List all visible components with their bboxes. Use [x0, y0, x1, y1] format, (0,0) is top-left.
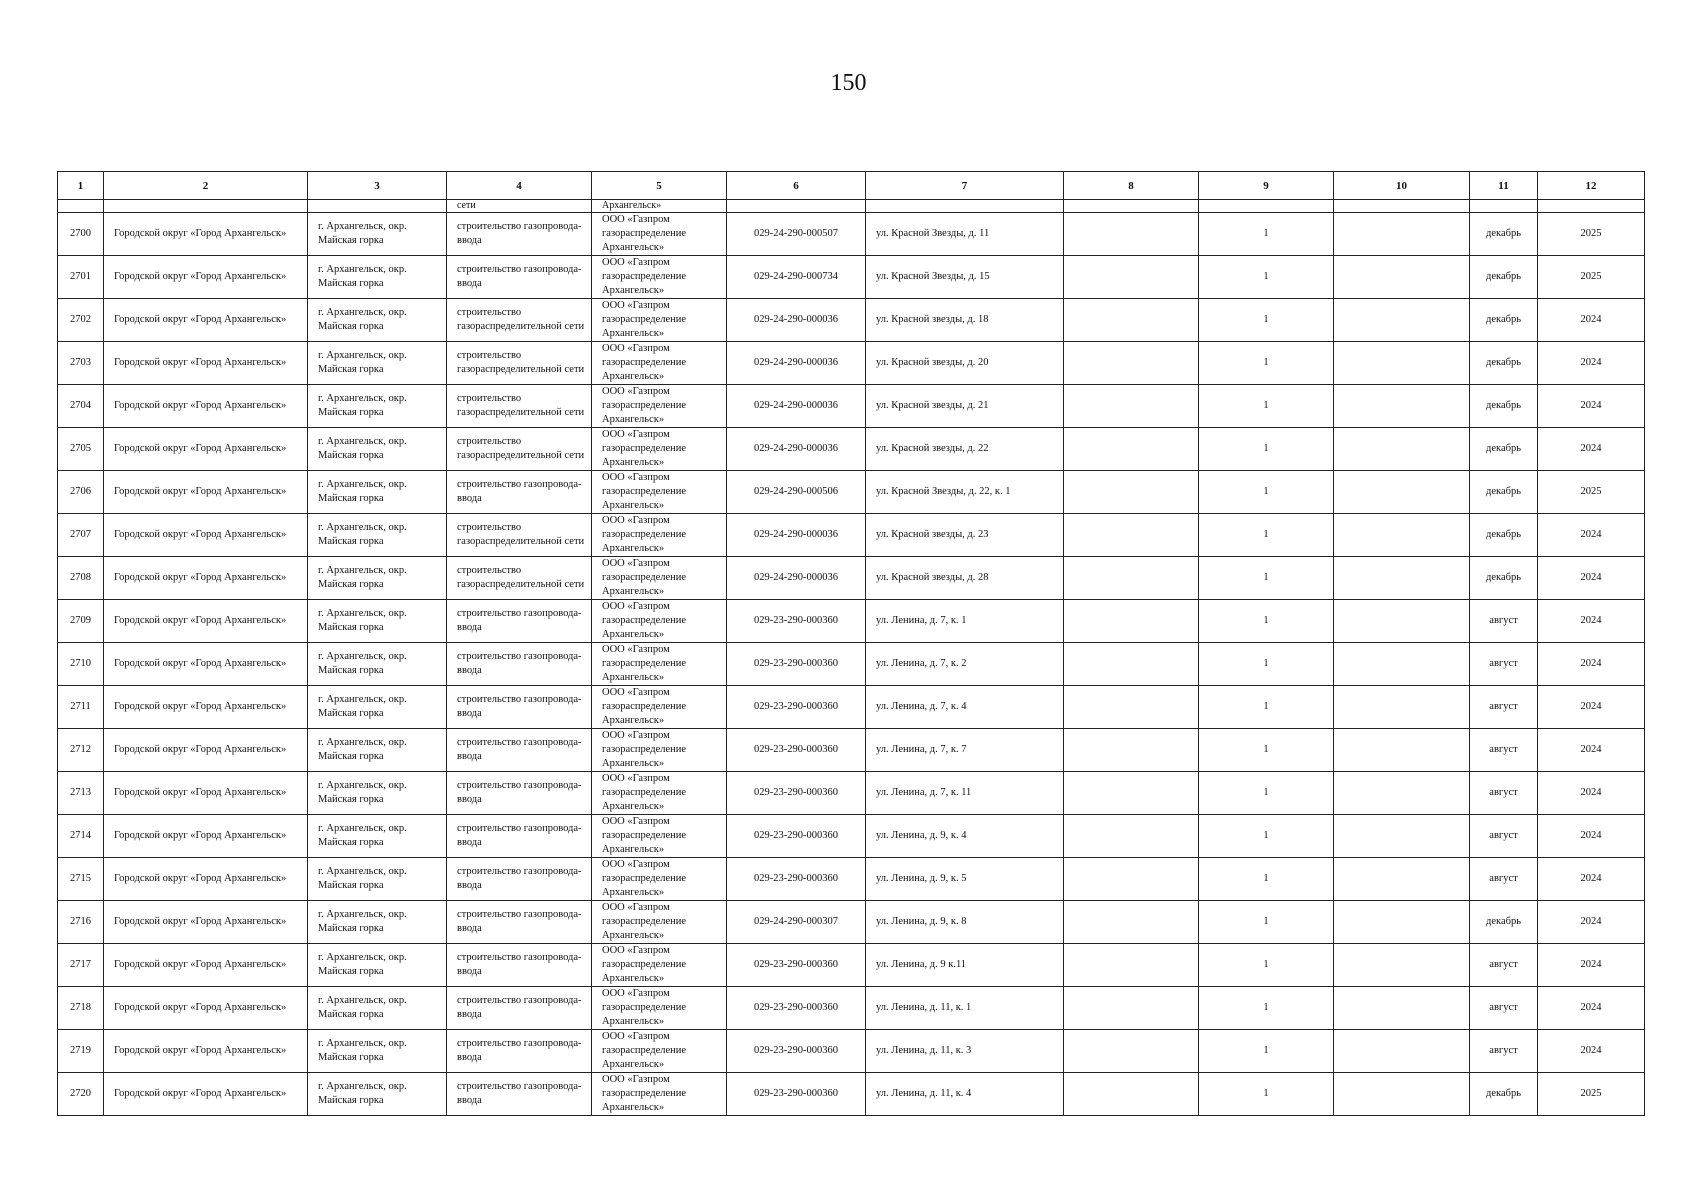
organization-cell: ООО «Газпром газораспределение Архангельск» — [592, 342, 727, 385]
month-cell: август — [1470, 643, 1538, 686]
col8-cell — [1064, 514, 1199, 557]
quantity-cell: 1 — [1199, 1030, 1334, 1073]
table-row — [58, 815, 1645, 858]
table-row — [58, 858, 1645, 901]
page-number: 150 — [830, 70, 867, 96]
row-number: 2706 — [58, 471, 104, 514]
year-cell: 2024 — [1538, 428, 1645, 471]
month-cell: декабрь — [1470, 256, 1538, 299]
municipality-cell: Городской округ «Город Архангельск» — [104, 643, 308, 686]
address-cell: ул. Красной звезды, д. 22 — [866, 428, 1064, 471]
table-row — [58, 643, 1645, 686]
organization-cell: ООО «Газпром газораспределение Архангельск» — [592, 944, 727, 987]
organization-cell: ООО «Газпром газораспределение Архангельск» — [592, 600, 727, 643]
municipality-cell: Городской округ «Город Архангельск» — [104, 686, 308, 729]
col10-cell — [1334, 213, 1470, 256]
code-cell: 029-23-290-000360 — [727, 729, 866, 772]
col8-cell — [1064, 987, 1199, 1030]
year-cell: 2024 — [1538, 557, 1645, 600]
table-row — [58, 1030, 1645, 1073]
quantity-cell: 1 — [1199, 342, 1334, 385]
col10-cell — [1334, 385, 1470, 428]
code-cell: 029-23-290-000360 — [727, 643, 866, 686]
organization-cell: ООО «Газпром газораспределение Архангельск» — [592, 901, 727, 944]
row-number: 2704 — [58, 385, 104, 428]
work-type-cell: строительство газораспределительной сети — [447, 299, 592, 342]
year-cell: 2024 — [1538, 944, 1645, 987]
month-cell: август — [1470, 1030, 1538, 1073]
location-cell: г. Архангельск, окр. Майская горка — [308, 1030, 447, 1073]
location-cell: г. Архангельск, окр. Майская горка — [308, 299, 447, 342]
work-type-cell: строительство газопровода-ввода — [447, 1030, 592, 1073]
organization-cell: ООО «Газпром газораспределение Архангельск» — [592, 772, 727, 815]
code-cell: 029-23-290-000360 — [727, 815, 866, 858]
month-cell: декабрь — [1470, 514, 1538, 557]
row-number: 2715 — [58, 858, 104, 901]
address-cell: ул. Красной Звезды, д. 15 — [866, 256, 1064, 299]
col10-cell — [1334, 944, 1470, 987]
address-cell: ул. Ленина, д. 9, к. 5 — [866, 858, 1064, 901]
month-cell: декабрь — [1470, 901, 1538, 944]
year-cell: 2024 — [1538, 858, 1645, 901]
col10-cell — [1334, 471, 1470, 514]
code-cell: 029-24-290-000506 — [727, 471, 866, 514]
code-cell: 029-23-290-000360 — [727, 686, 866, 729]
year-cell: 2024 — [1538, 815, 1645, 858]
municipality-cell: Городской округ «Город Архангельск» — [104, 342, 308, 385]
continuation-cell: сети — [447, 200, 592, 213]
location-cell: г. Архангельск, окр. Майская горка — [308, 643, 447, 686]
organization-cell: ООО «Газпром газораспределение Архангельск» — [592, 643, 727, 686]
address-cell: ул. Красной звезды, д. 18 — [866, 299, 1064, 342]
month-cell: август — [1470, 686, 1538, 729]
column-header: 11 — [1470, 172, 1538, 200]
work-type-cell: строительство газораспределительной сети — [447, 514, 592, 557]
work-type-cell: строительство газопровода-ввода — [447, 686, 592, 729]
col10-cell — [1334, 901, 1470, 944]
organization-cell: ООО «Газпром газораспределение Архангельск» — [592, 1073, 727, 1116]
col8-cell — [1064, 858, 1199, 901]
quantity-cell: 1 — [1199, 256, 1334, 299]
continuation-row — [58, 200, 1645, 213]
column-header: 2 — [104, 172, 308, 200]
row-number: 2718 — [58, 987, 104, 1030]
month-cell: август — [1470, 729, 1538, 772]
col8-cell — [1064, 471, 1199, 514]
municipality-cell: Городской округ «Город Архангельск» — [104, 213, 308, 256]
year-cell: 2024 — [1538, 901, 1645, 944]
col8-cell — [1064, 428, 1199, 471]
organization-cell: ООО «Газпром газораспределение Архангельск» — [592, 256, 727, 299]
address-cell: ул. Красной Звезды, д. 22, к. 1 — [866, 471, 1064, 514]
table-row — [58, 600, 1645, 643]
continuation-cell: Архангельск» — [592, 200, 727, 213]
address-cell: ул. Ленина, д. 7, к. 7 — [866, 729, 1064, 772]
column-header: 12 — [1538, 172, 1645, 200]
work-type-cell: строительство газопровода-ввода — [447, 256, 592, 299]
year-cell: 2025 — [1538, 213, 1645, 256]
quantity-cell: 1 — [1199, 643, 1334, 686]
quantity-cell: 1 — [1199, 299, 1334, 342]
work-type-cell: строительство газопровода-ввода — [447, 1073, 592, 1116]
code-cell: 029-24-290-000036 — [727, 428, 866, 471]
table-row — [58, 471, 1645, 514]
col8-cell — [1064, 299, 1199, 342]
quantity-cell: 1 — [1199, 858, 1334, 901]
col8-cell — [1064, 944, 1199, 987]
year-cell: 2024 — [1538, 772, 1645, 815]
organization-cell: ООО «Газпром газораспределение Архангельск» — [592, 557, 727, 600]
table-row — [58, 987, 1645, 1030]
table-row — [58, 772, 1645, 815]
municipality-cell: Городской округ «Город Архангельск» — [104, 471, 308, 514]
column-header: 3 — [308, 172, 447, 200]
address-cell: ул. Ленина, д. 7, к. 2 — [866, 643, 1064, 686]
table-row — [58, 256, 1645, 299]
row-number: 2710 — [58, 643, 104, 686]
quantity-cell: 1 — [1199, 815, 1334, 858]
code-cell: 029-24-290-000507 — [727, 213, 866, 256]
code-cell: 029-23-290-000360 — [727, 858, 866, 901]
location-cell: г. Архангельск, окр. Майская горка — [308, 385, 447, 428]
header-row — [58, 172, 1645, 200]
address-cell: ул. Ленина, д. 11, к. 3 — [866, 1030, 1064, 1073]
col10-cell — [1334, 686, 1470, 729]
month-cell: август — [1470, 600, 1538, 643]
table-row — [58, 428, 1645, 471]
quantity-cell: 1 — [1199, 471, 1334, 514]
address-cell: ул. Ленина, д. 9, к. 8 — [866, 901, 1064, 944]
row-number: 2703 — [58, 342, 104, 385]
column-header: 10 — [1334, 172, 1470, 200]
work-type-cell: строительство газораспределительной сети — [447, 385, 592, 428]
organization-cell: ООО «Газпром газораспределение Архангельск» — [592, 514, 727, 557]
row-number: 2717 — [58, 944, 104, 987]
year-cell: 2024 — [1538, 299, 1645, 342]
work-type-cell: строительство газопровода-ввода — [447, 471, 592, 514]
col10-cell — [1334, 299, 1470, 342]
municipality-cell: Городской округ «Город Архангельск» — [104, 729, 308, 772]
address-cell: ул. Красной звезды, д. 28 — [866, 557, 1064, 600]
municipality-cell: Городской округ «Город Архангельск» — [104, 299, 308, 342]
month-cell: декабрь — [1470, 342, 1538, 385]
municipality-cell: Городской округ «Город Архангельск» — [104, 772, 308, 815]
municipality-cell: Городской округ «Город Архангельск» — [104, 815, 308, 858]
work-type-cell: строительство газопровода-ввода — [447, 987, 592, 1030]
work-type-cell: строительство газопровода-ввода — [447, 772, 592, 815]
month-cell: август — [1470, 772, 1538, 815]
work-type-cell: строительство газораспределительной сети — [447, 557, 592, 600]
table-row — [58, 557, 1645, 600]
address-cell: ул. Красной звезды, д. 21 — [866, 385, 1064, 428]
location-cell: г. Архангельск, окр. Майская горка — [308, 342, 447, 385]
address-cell: ул. Красной звезды, д. 23 — [866, 514, 1064, 557]
code-cell: 029-23-290-000360 — [727, 987, 866, 1030]
address-cell: ул. Ленина, д. 11, к. 4 — [866, 1073, 1064, 1116]
year-cell: 2024 — [1538, 514, 1645, 557]
work-type-cell: строительство газопровода-ввода — [447, 729, 592, 772]
location-cell: г. Архангельск, окр. Майская горка — [308, 729, 447, 772]
col8-cell — [1064, 686, 1199, 729]
location-cell: г. Архангельск, окр. Майская горка — [308, 428, 447, 471]
row-number: 2720 — [58, 1073, 104, 1116]
location-cell: г. Архангельск, окр. Майская горка — [308, 772, 447, 815]
col10-cell — [1334, 557, 1470, 600]
column-header: 9 — [1199, 172, 1334, 200]
quantity-cell: 1 — [1199, 557, 1334, 600]
column-header: 7 — [866, 172, 1064, 200]
location-cell: г. Архангельск, окр. Майская горка — [308, 471, 447, 514]
code-cell: 029-24-290-000734 — [727, 256, 866, 299]
col10-cell — [1334, 815, 1470, 858]
code-cell: 029-24-290-000036 — [727, 385, 866, 428]
work-type-cell: строительство газопровода-ввода — [447, 213, 592, 256]
code-cell: 029-23-290-000360 — [727, 772, 866, 815]
col8-cell — [1064, 1030, 1199, 1073]
row-number: 2707 — [58, 514, 104, 557]
year-cell: 2024 — [1538, 686, 1645, 729]
code-cell: 029-24-290-000307 — [727, 901, 866, 944]
col10-cell — [1334, 600, 1470, 643]
row-number: 2712 — [58, 729, 104, 772]
col8-cell — [1064, 643, 1199, 686]
month-cell: август — [1470, 815, 1538, 858]
location-cell: г. Архангельск, окр. Майская горка — [308, 901, 447, 944]
row-number: 2714 — [58, 815, 104, 858]
address-cell: ул. Ленина, д. 7, к. 4 — [866, 686, 1064, 729]
column-header: 5 — [592, 172, 727, 200]
address-cell: ул. Ленина, д. 9 к.11 — [866, 944, 1064, 987]
table-row — [58, 342, 1645, 385]
column-header: 6 — [727, 172, 866, 200]
location-cell: г. Архангельск, окр. Майская горка — [308, 858, 447, 901]
quantity-cell: 1 — [1199, 987, 1334, 1030]
col10-cell — [1334, 772, 1470, 815]
quantity-cell: 1 — [1199, 600, 1334, 643]
table-row — [58, 299, 1645, 342]
table-row — [58, 686, 1645, 729]
address-cell: ул. Красной Звезды, д. 11 — [866, 213, 1064, 256]
code-cell: 029-23-290-000360 — [727, 1073, 866, 1116]
municipality-cell: Городской округ «Город Архангельск» — [104, 1030, 308, 1073]
address-cell: ул. Ленина, д. 11, к. 1 — [866, 987, 1064, 1030]
table-row — [58, 729, 1645, 772]
code-cell: 029-23-290-000360 — [727, 944, 866, 987]
month-cell: декабрь — [1470, 299, 1538, 342]
work-type-cell: строительство газопровода-ввода — [447, 815, 592, 858]
column-header: 1 — [58, 172, 104, 200]
organization-cell: ООО «Газпром газораспределение Архангельск» — [592, 815, 727, 858]
month-cell: декабрь — [1470, 471, 1538, 514]
row-number: 2705 — [58, 428, 104, 471]
address-cell: ул. Ленина, д. 7, к. 11 — [866, 772, 1064, 815]
year-cell: 2024 — [1538, 987, 1645, 1030]
year-cell: 2024 — [1538, 643, 1645, 686]
organization-cell: ООО «Газпром газораспределение Архангельск» — [592, 213, 727, 256]
col8-cell — [1064, 815, 1199, 858]
month-cell: декабрь — [1470, 557, 1538, 600]
col10-cell — [1334, 256, 1470, 299]
month-cell: август — [1470, 987, 1538, 1030]
column-header: 8 — [1064, 172, 1199, 200]
location-cell: г. Архангельск, окр. Майская горка — [308, 1073, 447, 1116]
col10-cell — [1334, 987, 1470, 1030]
table-row — [58, 1073, 1645, 1116]
year-cell: 2025 — [1538, 256, 1645, 299]
row-number: 2719 — [58, 1030, 104, 1073]
year-cell: 2025 — [1538, 1073, 1645, 1116]
row-number: 2709 — [58, 600, 104, 643]
quantity-cell: 1 — [1199, 514, 1334, 557]
quantity-cell: 1 — [1199, 901, 1334, 944]
row-number: 2716 — [58, 901, 104, 944]
table-row — [58, 213, 1645, 256]
col10-cell — [1334, 428, 1470, 471]
year-cell: 2024 — [1538, 1030, 1645, 1073]
row-number: 2708 — [58, 557, 104, 600]
table-row — [58, 944, 1645, 987]
organization-cell: ООО «Газпром газораспределение Архангельск» — [592, 686, 727, 729]
data-table — [57, 171, 1645, 1116]
row-number: 2700 — [58, 213, 104, 256]
year-cell: 2024 — [1538, 342, 1645, 385]
municipality-cell: Городской округ «Город Архангельск» — [104, 256, 308, 299]
col8-cell — [1064, 600, 1199, 643]
col8-cell — [1064, 213, 1199, 256]
municipality-cell: Городской округ «Город Архангельск» — [104, 901, 308, 944]
col8-cell — [1064, 729, 1199, 772]
address-cell: ул. Ленина, д. 7, к. 1 — [866, 600, 1064, 643]
municipality-cell: Городской округ «Город Архангельск» — [104, 987, 308, 1030]
row-number: 2713 — [58, 772, 104, 815]
organization-cell: ООО «Газпром газораспределение Архангельск» — [592, 1030, 727, 1073]
col10-cell — [1334, 729, 1470, 772]
organization-cell: ООО «Газпром газораспределение Архангельск» — [592, 471, 727, 514]
col10-cell — [1334, 514, 1470, 557]
municipality-cell: Городской округ «Город Архангельск» — [104, 944, 308, 987]
month-cell: август — [1470, 944, 1538, 987]
municipality-cell: Городской округ «Город Архангельск» — [104, 385, 308, 428]
municipality-cell: Городской округ «Город Архангельск» — [104, 600, 308, 643]
municipality-cell: Городской округ «Город Архангельск» — [104, 557, 308, 600]
col10-cell — [1334, 1030, 1470, 1073]
code-cell: 029-24-290-000036 — [727, 299, 866, 342]
year-cell: 2024 — [1538, 729, 1645, 772]
quantity-cell: 1 — [1199, 686, 1334, 729]
col10-cell — [1334, 643, 1470, 686]
col10-cell — [1334, 1073, 1470, 1116]
organization-cell: ООО «Газпром газораспределение Архангельск» — [592, 858, 727, 901]
col8-cell — [1064, 1073, 1199, 1116]
quantity-cell: 1 — [1199, 213, 1334, 256]
code-cell: 029-24-290-000036 — [727, 557, 866, 600]
col10-cell — [1334, 858, 1470, 901]
location-cell: г. Архангельск, окр. Майская горка — [308, 815, 447, 858]
col10-cell — [1334, 342, 1470, 385]
row-number: 2711 — [58, 686, 104, 729]
location-cell: г. Архангельск, окр. Майская горка — [308, 600, 447, 643]
address-cell: ул. Ленина, д. 9, к. 4 — [866, 815, 1064, 858]
work-type-cell: строительство газопровода-ввода — [447, 600, 592, 643]
organization-cell: ООО «Газпром газораспределение Архангельск» — [592, 729, 727, 772]
row-number: 2701 — [58, 256, 104, 299]
location-cell: г. Архангельск, окр. Майская горка — [308, 514, 447, 557]
code-cell: 029-23-290-000360 — [727, 600, 866, 643]
organization-cell: ООО «Газпром газораспределение Архангельск» — [592, 987, 727, 1030]
address-cell: ул. Красной звезды, д. 20 — [866, 342, 1064, 385]
col8-cell — [1064, 772, 1199, 815]
municipality-cell: Городской округ «Город Архангельск» — [104, 858, 308, 901]
month-cell: декабрь — [1470, 1073, 1538, 1116]
table-row — [58, 514, 1645, 557]
municipality-cell: Городской округ «Город Архангельск» — [104, 514, 308, 557]
work-type-cell: строительство газопровода-ввода — [447, 858, 592, 901]
col8-cell — [1064, 256, 1199, 299]
year-cell: 2024 — [1538, 385, 1645, 428]
month-cell: декабрь — [1470, 428, 1538, 471]
organization-cell: ООО «Газпром газораспределение Архангельск» — [592, 299, 727, 342]
code-cell: 029-24-290-000036 — [727, 342, 866, 385]
municipality-cell: Городской округ «Город Архангельск» — [104, 1073, 308, 1116]
quantity-cell: 1 — [1199, 428, 1334, 471]
organization-cell: ООО «Газпром газораспределение Архангельск» — [592, 385, 727, 428]
quantity-cell: 1 — [1199, 944, 1334, 987]
quantity-cell: 1 — [1199, 385, 1334, 428]
col8-cell — [1064, 901, 1199, 944]
municipality-cell: Городской округ «Город Архангельск» — [104, 428, 308, 471]
quantity-cell: 1 — [1199, 772, 1334, 815]
month-cell: август — [1470, 858, 1538, 901]
location-cell: г. Архангельск, окр. Майская горка — [308, 213, 447, 256]
work-type-cell: строительство газораспределительной сети — [447, 342, 592, 385]
quantity-cell: 1 — [1199, 729, 1334, 772]
work-type-cell: строительство газопровода-ввода — [447, 643, 592, 686]
location-cell: г. Архангельск, окр. Майская горка — [308, 557, 447, 600]
row-number: 2702 — [58, 299, 104, 342]
location-cell: г. Архангельск, окр. Майская горка — [308, 256, 447, 299]
organization-cell: ООО «Газпром газораспределение Архангельск» — [592, 428, 727, 471]
year-cell: 2024 — [1538, 600, 1645, 643]
month-cell: декабрь — [1470, 385, 1538, 428]
column-header: 4 — [447, 172, 592, 200]
work-type-cell: строительство газопровода-ввода — [447, 944, 592, 987]
col8-cell — [1064, 385, 1199, 428]
col8-cell — [1064, 557, 1199, 600]
location-cell: г. Архангельск, окр. Майская горка — [308, 686, 447, 729]
location-cell: г. Архангельск, окр. Майская горка — [308, 944, 447, 987]
year-cell: 2025 — [1538, 471, 1645, 514]
table-row — [58, 901, 1645, 944]
month-cell: декабрь — [1470, 213, 1538, 256]
quantity-cell: 1 — [1199, 1073, 1334, 1116]
work-type-cell: строительство газораспределительной сети — [447, 428, 592, 471]
location-cell: г. Архангельск, окр. Майская горка — [308, 987, 447, 1030]
col8-cell — [1064, 342, 1199, 385]
code-cell: 029-23-290-000360 — [727, 1030, 866, 1073]
code-cell: 029-24-290-000036 — [727, 514, 866, 557]
work-type-cell: строительство газопровода-ввода — [447, 901, 592, 944]
table-row — [58, 385, 1645, 428]
